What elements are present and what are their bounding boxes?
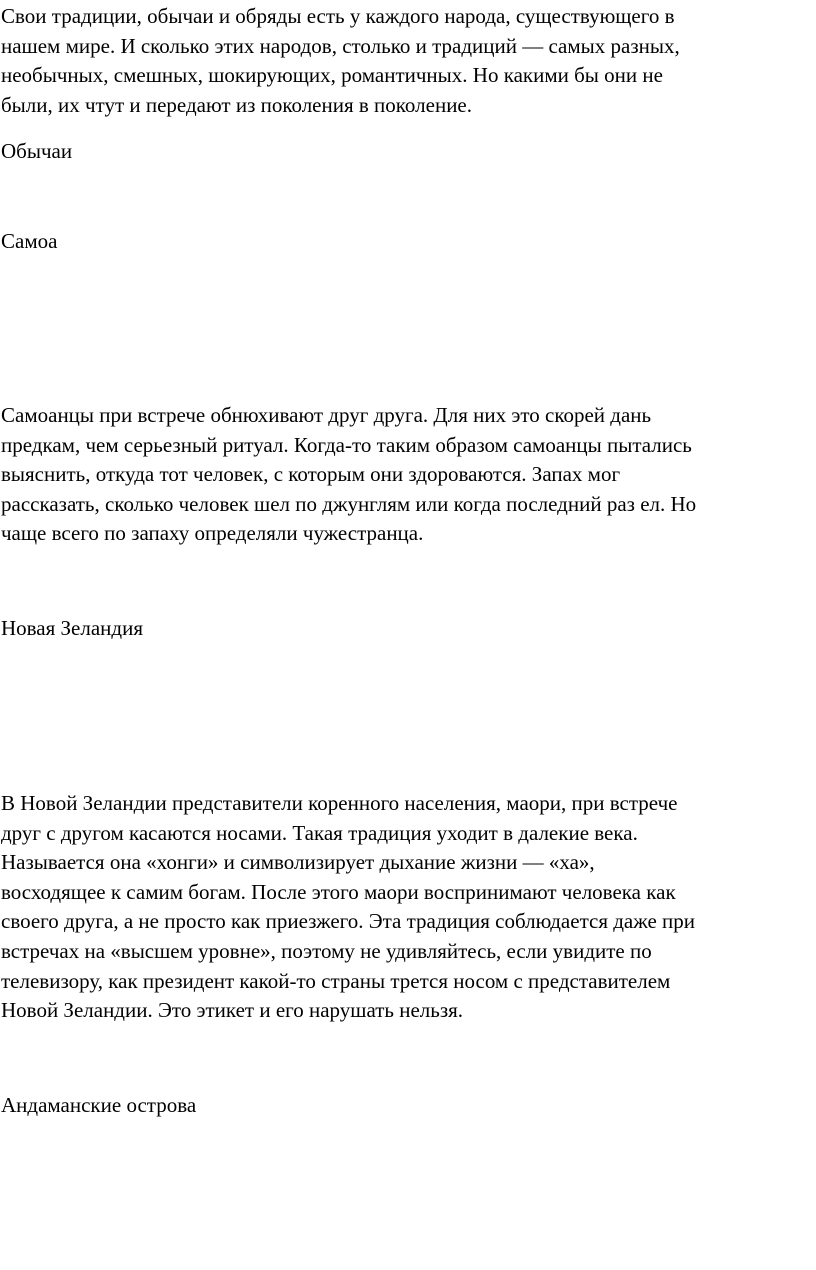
text-line: нашем мире. И сколько этих народов, столько и традиций — самых разных, xyxy=(1,33,680,58)
intro-paragraph xyxy=(1,2,680,120)
heading-text: Андаманские острова xyxy=(1,1093,197,1117)
text-line: были, их чтут и передают из поколения в поколение. xyxy=(1,92,473,117)
samoa-paragraph xyxy=(1,401,696,549)
text-line: предкам, чем серьезный ритуал. Когда-то таким образом самоанцы пытались xyxy=(1,432,692,457)
text-line: восходящее к самим богам. После этого маори воспринимают человека как xyxy=(1,879,676,904)
text-line: Свои традиции, обычаи и обряды есть у каждого народа, существующего в xyxy=(1,4,675,28)
text-line: выяснить, откуда тот человек, с которым они здороваются. Запах мог xyxy=(1,462,621,487)
text-line: необычных, смешных, шокирующих, романтичных. Но какими бы они не xyxy=(1,63,663,88)
text-line: В Новой Зеландии представители коренного населения, маори, при встрече xyxy=(1,791,678,815)
new-zealand-paragraph xyxy=(1,789,695,1026)
text-line: друг с другом касаются носами. Такая традиция уходит в далекие века. xyxy=(1,820,638,845)
text-line: чаще всего по запаху определяли чужестранца. xyxy=(1,521,424,546)
heading-text: Самоа xyxy=(1,229,58,253)
heading-new-zealand xyxy=(1,614,143,644)
heading-text: Обычаи xyxy=(1,139,73,163)
text-line: телевизору, как президент какой-то страны трется носом с представителем xyxy=(1,968,671,993)
text-line: своего друга, а не просто как приезжего. Эта традиция соблюдается даже при xyxy=(1,909,696,934)
heading-samoa xyxy=(1,227,57,257)
text-line: Самоанцы при встрече обнюхивают друг друга. Для них это скорей дань xyxy=(1,403,652,427)
text-line: Называется она «хонги» и символизирует дыхание жизни — «ха», xyxy=(1,850,595,875)
section-title-customs xyxy=(1,137,72,167)
text-line: встречах на «высшем уровне», поэтому не удивляйтесь, если увидите по xyxy=(1,938,652,963)
text-line: Новой Зеландии. Это этикет и его нарушать нельзя. xyxy=(1,998,464,1023)
heading-text: Новая Зеландия xyxy=(1,616,143,640)
heading-andaman-islands xyxy=(1,1091,196,1121)
text-line: рассказать, сколько человек шел по джунглям или когда последний раз ел. Но xyxy=(1,491,697,516)
